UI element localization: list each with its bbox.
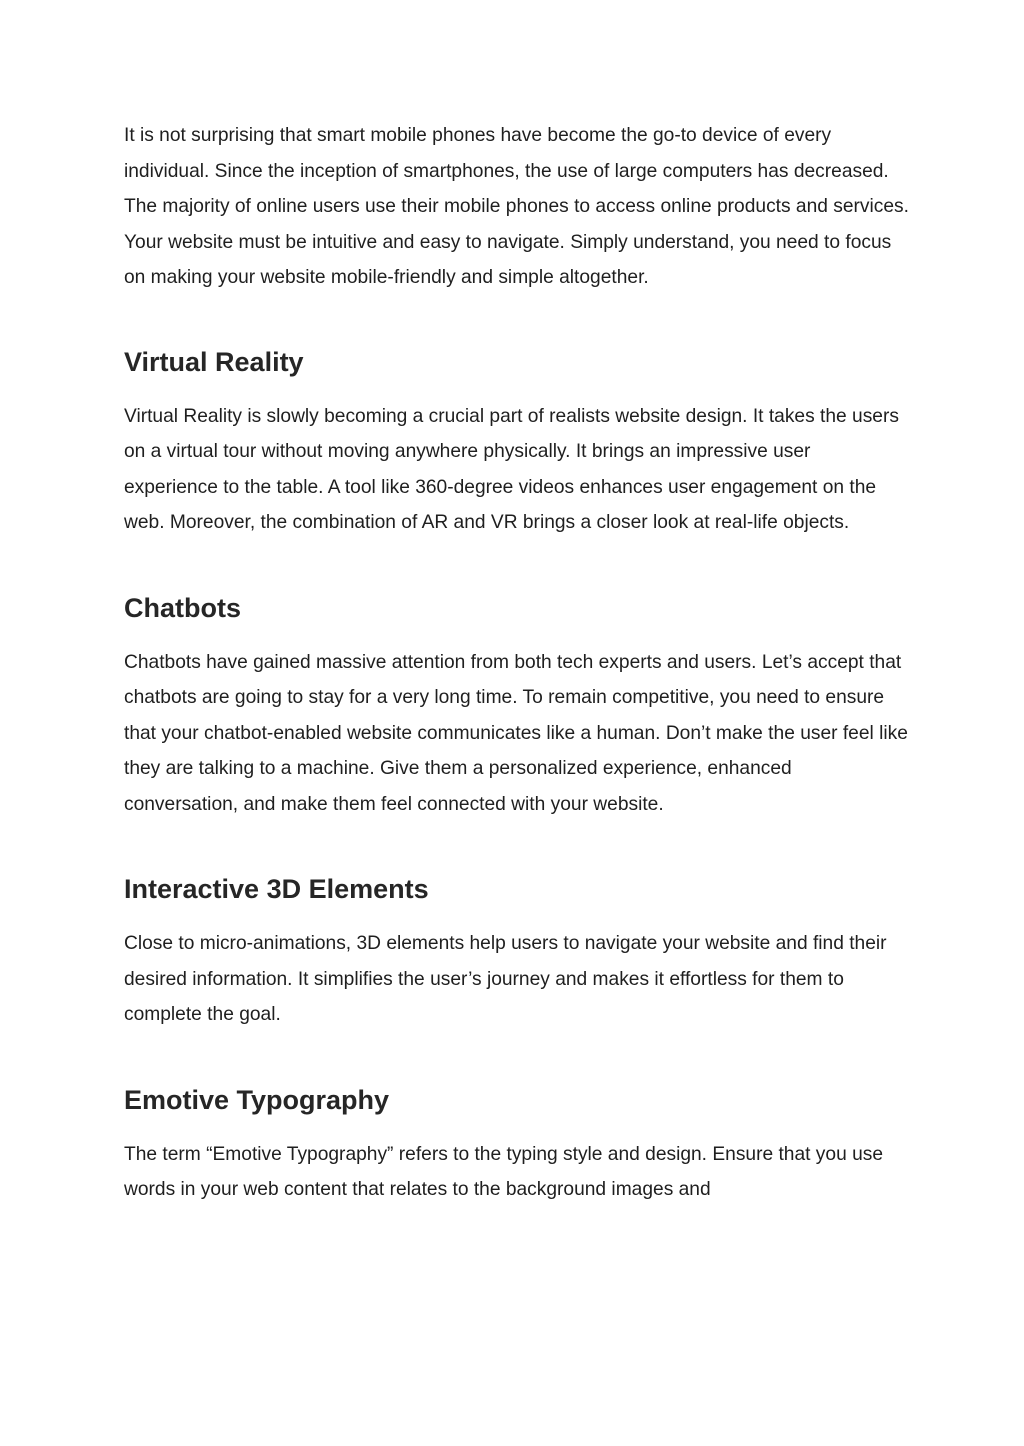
section-paragraph-chatbots: Chatbots have gained massive attention from both tech experts and users. Let’s accept that chatbots are going to stay for a very long time. To remain competitive, you need to ensure that your chatbot-enabled website communicates like a human. Don’t make the user feel like they are talking to a machine. Give them a personalized experience, enhanced conversation, and make them feel connected with your website. — [124, 651, 908, 815]
section-paragraph-emotive-typography: The term “Emotive Typography” refers to the typing style and design. Ensure that you use words in your web content that relates to the background images and — [124, 1143, 884, 1200]
intro-paragraph: It is not surprising that smart mobile phones have become the go-to device of every individual. Since the inception of smartphones, the use of large computers has decreased. The majority of online users use their mobile phones to access online products and services. Your website must be intuitive and easy to navigate. Simply understand, you need to focus on making your website mobile-friendly and simple altogether. — [124, 125, 909, 288]
document-page — [124, 118, 909, 1208]
section-paragraph-interactive-3d-elements: Close to micro-animations, 3D elements help users to navigate your website and find their desired information. It simplifies the user’s journey and makes it effortless for them to complete the goal. — [124, 933, 887, 1025]
section-title-emotive-typography: Emotive Typography — [124, 1084, 390, 1115]
section-title-virtual-reality: Virtual Reality — [124, 346, 304, 377]
section-title-chatbots: Chatbots — [124, 592, 241, 623]
section-paragraph-virtual-reality: Virtual Reality is slowly becoming a crucial part of realists website design. It takes the users on a virtual tour without moving anywhere physically. It brings an impressive user experience to the table. A tool like 360-degree videos enhances user engagement on the web. Moreover, the combination of AR and VR brings a closer look at real-life objects. — [124, 405, 899, 533]
section-title-interactive-3d-elements: Interactive 3D Elements — [124, 874, 429, 904]
